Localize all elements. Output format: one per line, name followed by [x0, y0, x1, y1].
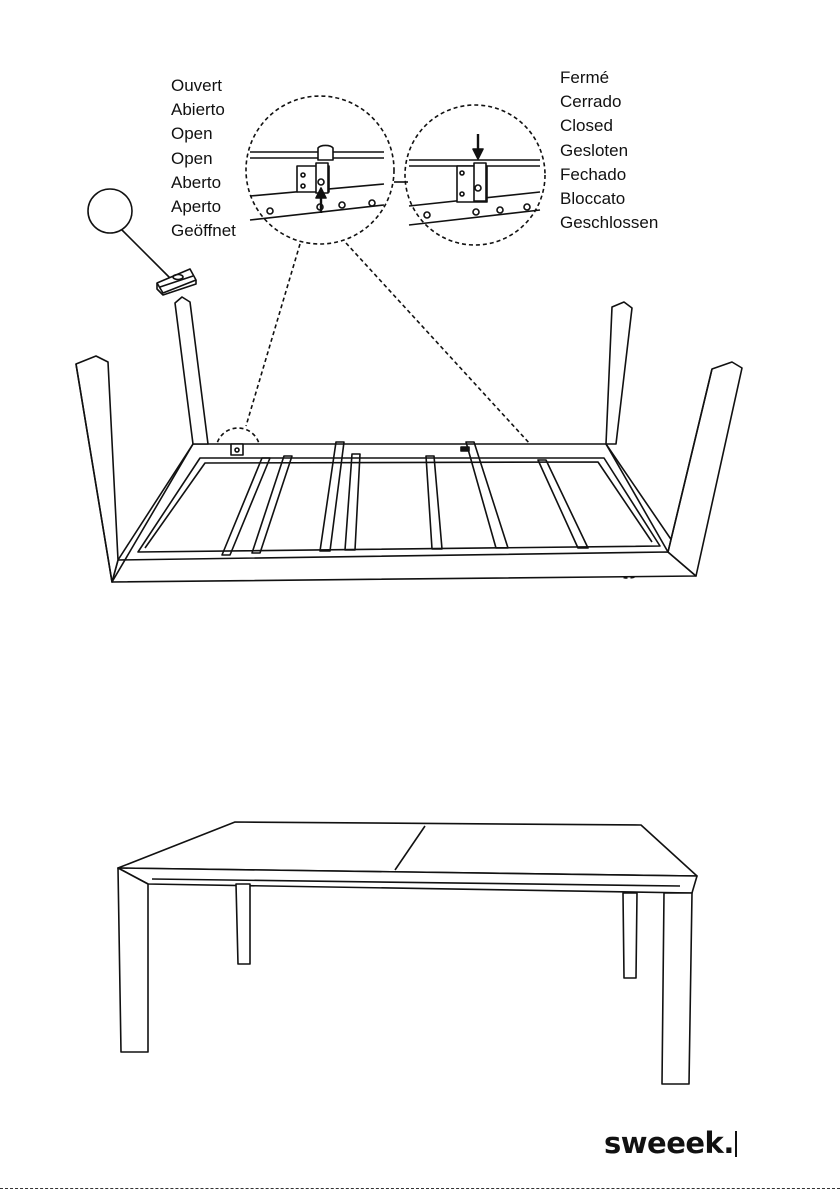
open-label-es: Abierto — [171, 100, 225, 120]
brand-divider — [735, 1131, 737, 1157]
closed-labels — [560, 66, 658, 235]
bottom-divider — [0, 1188, 840, 1189]
latch-open-detail — [246, 96, 394, 244]
closed-label-pt: Fechado — [560, 164, 627, 184]
latch-closed-detail — [405, 105, 545, 245]
table-assembled — [118, 822, 697, 1084]
open-label-de: Geöffnet — [171, 221, 236, 241]
closed-label-en: Closed — [560, 116, 613, 136]
open-label-it: Aperto — [171, 197, 222, 217]
open-label-pt: Aberto — [171, 172, 222, 192]
open-label-fr: Ouvert — [171, 76, 223, 95]
open-labels — [171, 74, 236, 243]
closed-label-it: Bloccato — [560, 189, 626, 209]
closed-label-fr: Fermé — [560, 68, 610, 87]
open-label-nl: Open — [171, 148, 213, 168]
closed-label-de: Geschlossen — [560, 213, 659, 233]
closed-label-nl: Gesloten — [560, 140, 629, 160]
open-label-en: Open — [171, 124, 213, 144]
table-underside — [76, 297, 742, 582]
closed-label-es: Cerrado — [560, 92, 622, 112]
brand-logo: sweeek. — [604, 1126, 734, 1160]
